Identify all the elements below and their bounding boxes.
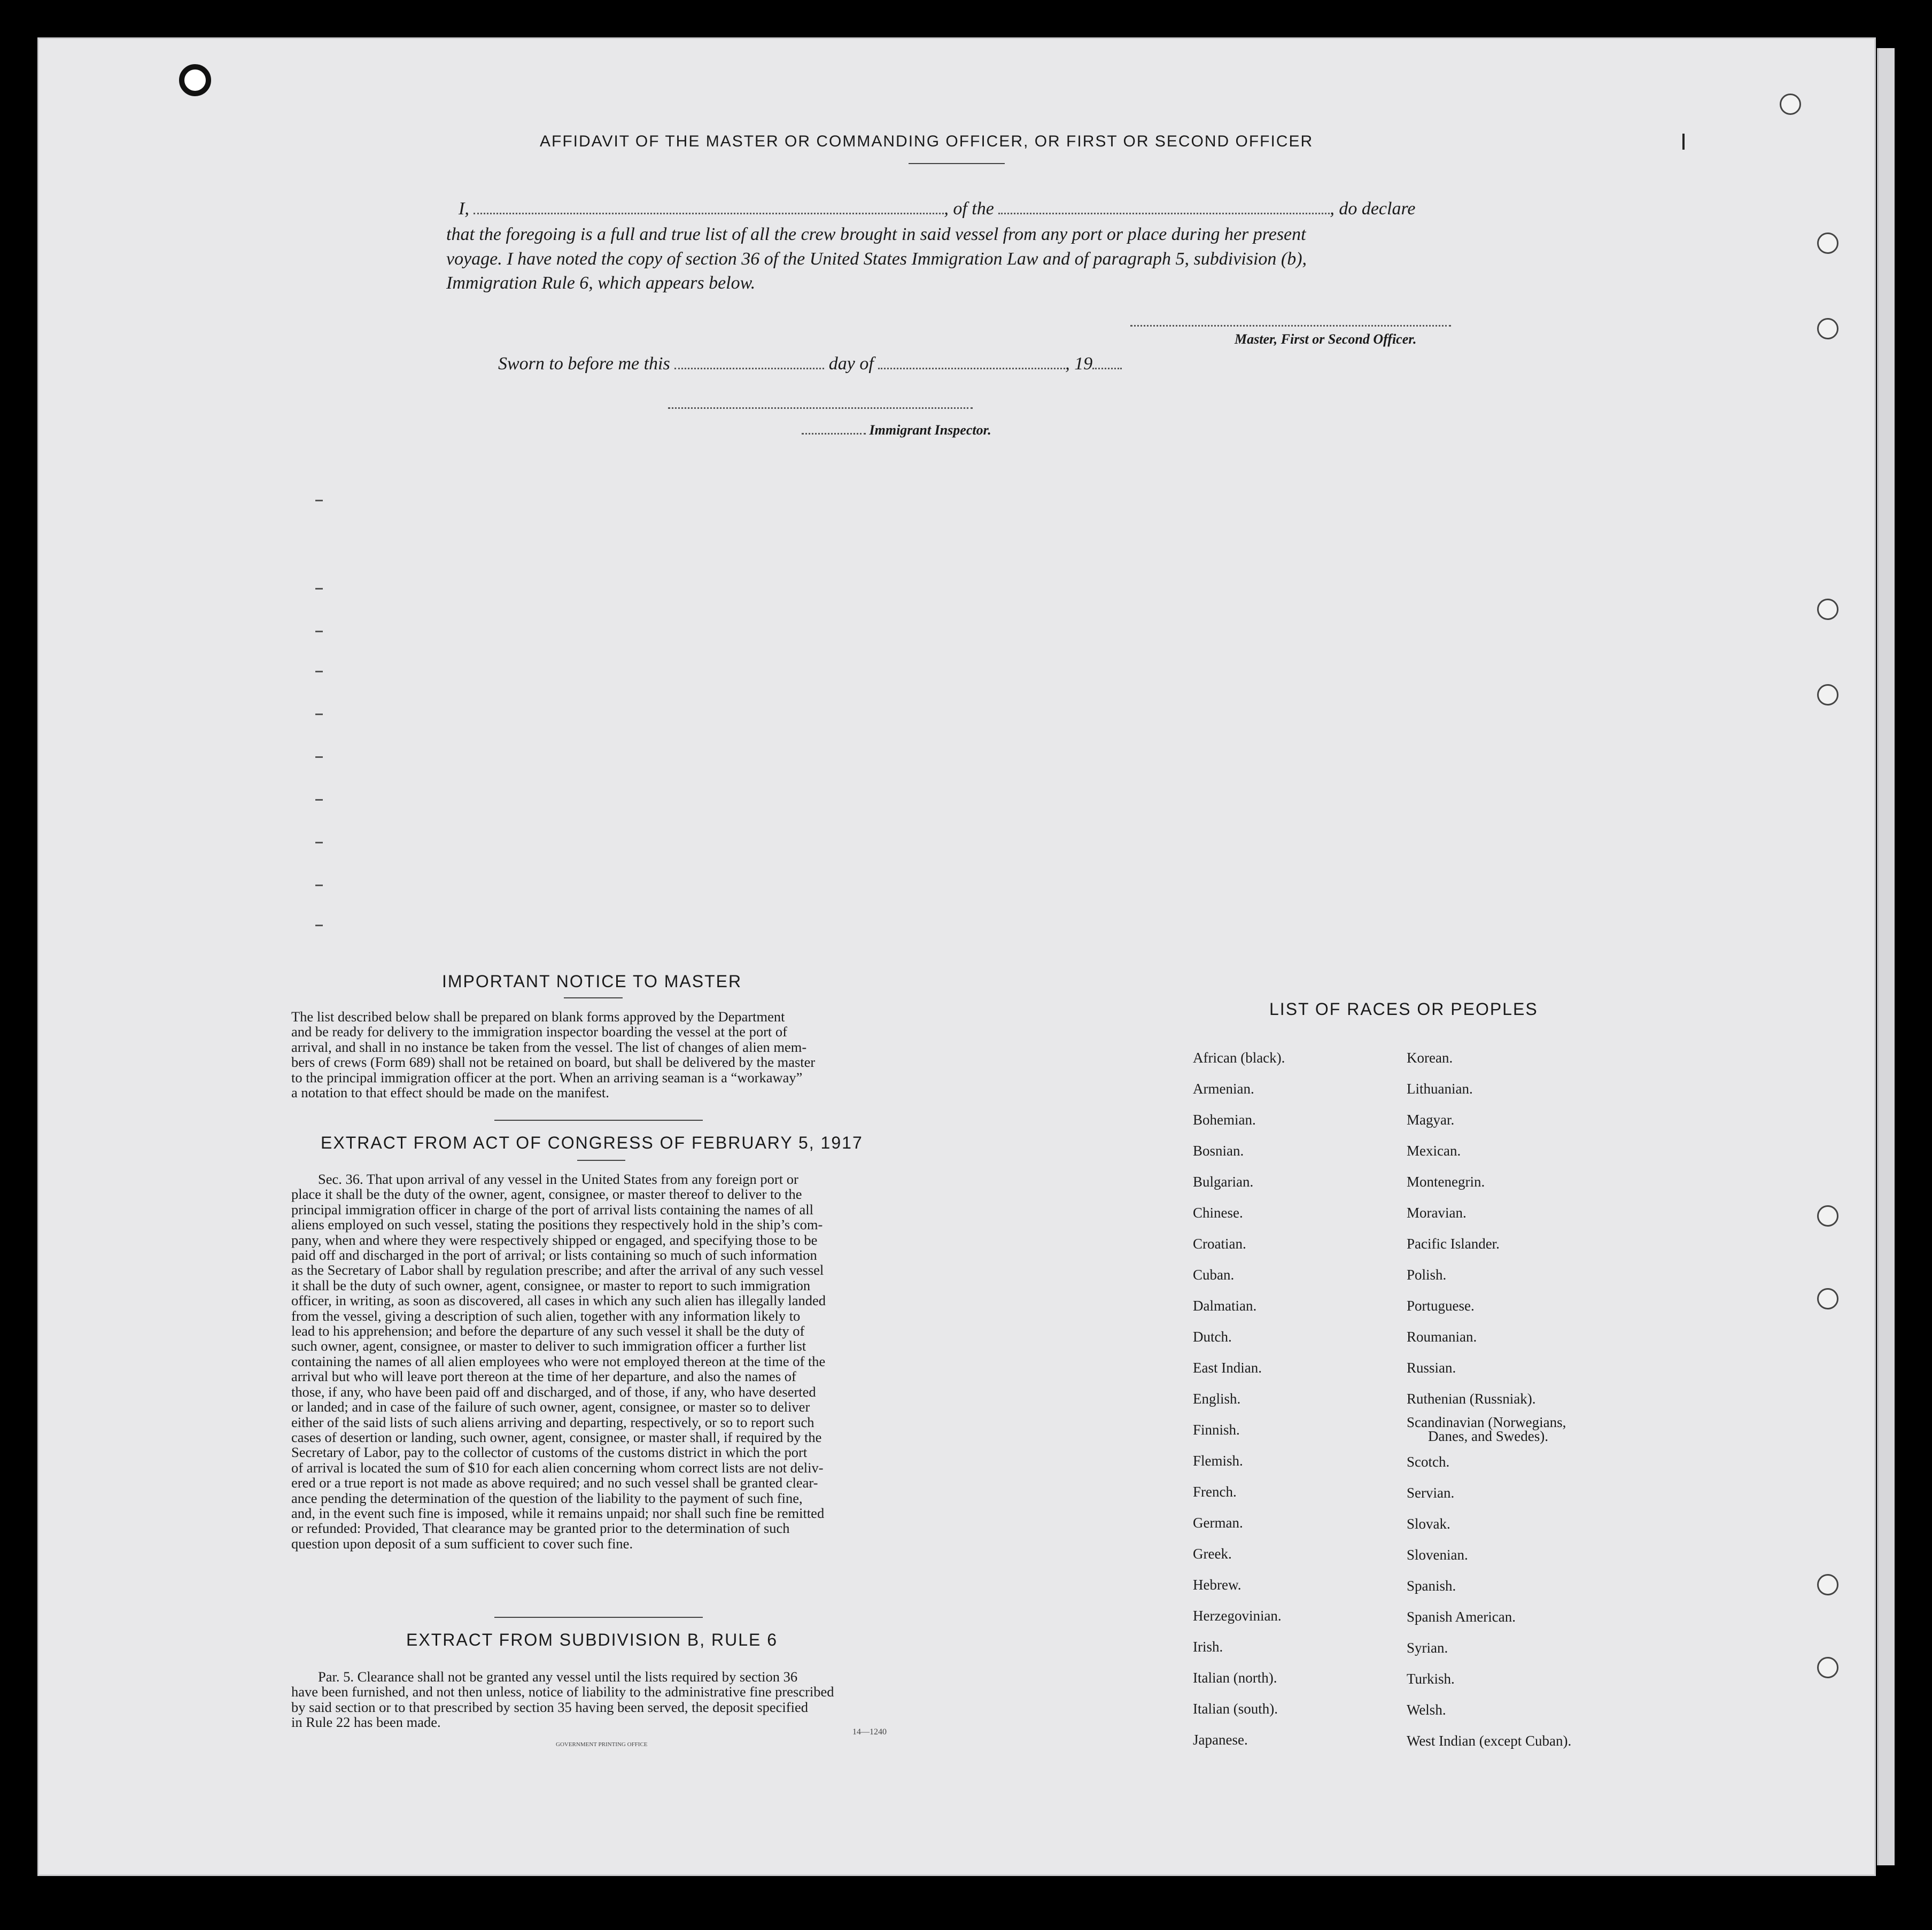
punch-hole-icon [1817,684,1838,706]
act-line: from the vessel, giving a description of such alien, together with any information likely to [291,1307,801,1324]
margin-tick [315,756,323,758]
race-item: Mexican. [1407,1143,1461,1159]
act-line: principal immigration officer in charge of the port of arrival lists containing the names of all [291,1201,814,1218]
day-of-label: day of [828,354,874,374]
rule6-title: EXTRACT FROM SUBDIVISION B, RULE 6 [406,1630,778,1649]
act-line: ance pending the determination of the question of the liability to the payment of such fine, [291,1490,803,1506]
punch-hole-icon [179,64,211,96]
act-line: either of the said lists of such aliens arriving and departing, respectively, or so to report such [291,1414,814,1430]
affidavit-line-4: Immigration Rule 6, which appears below. [446,273,756,293]
act-line: aliens employed on such vessel, stating the positions they respectively hold in the ship’s com- [291,1216,823,1233]
sworn-day-field[interactable] [674,357,824,369]
races-left-column [1193,1042,1285,1755]
notice-line: arrival, and shall in no instance be taken from the vessel. The list of changes of alien mem- [291,1038,807,1055]
title-underline [909,163,1005,164]
act-line: such owner, agent, consignee, or master to deliver to such immigration officer a further list [291,1338,806,1354]
inspector-line [802,422,991,438]
margin-tick [315,631,323,632]
punch-hole-icon [1817,1205,1838,1227]
year-label: , 19 [1065,354,1093,374]
act-line: arrival but who will leave port thereon at the time of her departure, and also the names of [291,1368,796,1385]
margin-tick [315,588,323,590]
vessel-name-field[interactable] [998,202,1330,214]
declarant-prefix: I, [459,199,469,219]
race-item: Magyar. [1407,1112,1455,1128]
act-line: or refunded: Provided, That clearance may be granted prior to the determination of such [291,1520,790,1537]
form-number: 14—1240 [852,1727,887,1737]
page-edge [1877,48,1895,1865]
affidavit-line-1 [459,199,1416,219]
inspector-signature-line[interactable] [668,407,973,409]
race-item: Bohemian. [1193,1112,1256,1128]
race-item: Finnish. [1193,1422,1240,1438]
race-item: Slovenian. [1407,1547,1468,1563]
inspector-label: Immigrant Inspector. [869,422,991,438]
sworn-month-field[interactable] [878,357,1065,369]
race-item: Scandinavian (Norwegians, [1407,1414,1566,1430]
rule6-line: by said section or to that prescribed by section 35 having been served, the deposit specified [291,1699,808,1715]
race-item: Irish. [1193,1639,1223,1655]
races-title: LIST OF RACES OR PEOPLES [1269,999,1538,1019]
act-line: or landed; and in case of the failure of such owner, agent, consignee, or master so to deliver [291,1399,810,1415]
act-line: pany, when and where they were respectively shipped or engaged, and specifying those to be [291,1231,818,1248]
affidavit-title: AFFIDAVIT OF THE MASTER OR COMMANDING OFFICER, OR FIRST OR SECOND OFFICER [540,133,1314,150]
margin-tick [315,925,323,926]
race-item: Russian. [1407,1360,1456,1376]
race-item: English. [1193,1391,1241,1407]
document-page [37,37,1876,1876]
race-item: Italian (south). [1193,1701,1278,1717]
notice-line: to the principal immigration officer at the port. When an arriving seaman is a “workaway” [291,1069,803,1086]
ink-mark [1682,134,1685,150]
race-item: Servian. [1407,1485,1455,1501]
rule6-text [291,1669,909,1730]
race-item: Italian (north). [1193,1670,1277,1686]
act-underline [577,1160,625,1161]
notice-line: and be ready for delivery to the immigration inspector boarding the vessel at the port of [291,1024,787,1040]
notice-underline [564,997,623,998]
sworn-line [498,354,1122,374]
race-item: Dutch. [1193,1329,1232,1345]
act-line: it shall be the duty of such owner, agent, consignee, or master to report to such immigration [291,1277,811,1293]
race-item: Chinese. [1193,1205,1243,1221]
rule6-line: have been furnished, and not then unless, notice of liability to the administrative fine prescribed [291,1684,834,1700]
act-line: as the Secretary of Labor shall by regulation prescribe; and after the arrival of any such vessel [291,1262,824,1278]
rule6-line: Par. 5. Clearance shall not be granted any vessel until the lists required by section 36 [318,1669,798,1685]
act-line: question upon deposit of a sum sufficient to cover such fine. [291,1535,633,1552]
sworn-year-field[interactable] [1092,357,1122,369]
punch-hole-icon [1817,318,1838,339]
affidavit-line-3: voyage. I have noted the copy of section 36 of the United States Immigration Law and of paragraph 5, subdivision (b), [446,249,1307,269]
section-divider [494,1120,703,1121]
punch-hole-icon [1817,1288,1838,1309]
race-item: Bulgarian. [1193,1174,1254,1190]
race-item: Dalmatian. [1193,1298,1257,1314]
punch-hole-icon [1817,599,1838,620]
declarant-name-field[interactable] [474,202,944,214]
act-line: lead to his apprehension; and before the departure of any such vessel it shall be the duty of [291,1323,805,1339]
margin-tick [315,799,323,801]
act-line: of arrival is located the sum of $10 for each alien concerning whom correct lists are not deliv- [291,1459,824,1476]
race-item: Spanish American. [1407,1609,1516,1625]
section-divider [494,1617,703,1618]
notice-line: The list described below shall be prepared on blank forms approved by the Department [291,1009,785,1025]
race-item: Greek. [1193,1546,1232,1562]
punch-hole-icon [1780,94,1801,115]
race-item: Spanish. [1407,1578,1456,1594]
race-item: Syrian. [1407,1640,1448,1656]
race-item: Turkish. [1407,1671,1455,1687]
notice-title: IMPORTANT NOTICE TO MASTER [442,972,742,991]
printer-imprint: GOVERNMENT PRINTING OFFICE [556,1741,648,1748]
rule6-line: in Rule 22 has been made. [291,1714,441,1731]
race-item: Slovak. [1407,1516,1450,1532]
signature-label: Master, First or Second Officer. [1235,331,1417,347]
race-item: Ruthenian (Russniak). [1407,1391,1536,1407]
race-item: Roumanian. [1407,1329,1477,1345]
notice-text [291,1009,909,1100]
act-line: containing the names of all alien employees who were not employed thereon at the time of the [291,1353,826,1369]
race-item-continuation: Danes, and Swedes). [1428,1428,1548,1444]
of-the-label: , of the [944,199,994,219]
act-line: place it shall be the duty of the owner, agent, consignee, or master thereof to deliver to the [291,1186,802,1203]
act-line: those, if any, who have been paid off and discharged, and of those, if any, who have deserted [291,1383,816,1400]
signature-line[interactable] [1130,325,1451,327]
race-item: French. [1193,1484,1237,1500]
margin-tick [315,714,323,715]
race-item: Flemish. [1193,1453,1243,1469]
sworn-label: Sworn to before me this [498,354,670,374]
race-item: East Indian. [1193,1360,1262,1376]
margin-tick [315,842,323,843]
do-declare-label: , do declare [1330,199,1416,219]
race-item: Cuban. [1193,1267,1235,1283]
margin-tick [315,885,323,886]
race-item: Armenian. [1193,1081,1254,1097]
race-item: Bosnian. [1193,1143,1244,1159]
race-item: German. [1193,1515,1243,1531]
races-right-column [1407,1042,1571,1756]
act-line: officer, in writing, as soon as discovered, all cases in which any such alien has illegally landed [291,1292,826,1309]
margin-tick [315,671,323,672]
race-item: Scotch. [1407,1454,1450,1470]
punch-hole-icon [1817,1657,1838,1678]
race-item: Moravian. [1407,1205,1467,1221]
race-item: Portuguese. [1407,1298,1475,1314]
race-item: Japanese. [1193,1732,1248,1748]
act-title: EXTRACT FROM ACT OF CONGRESS OF FEBRUARY 5, 1917 [321,1133,863,1152]
race-item: Montenegrin. [1407,1174,1485,1190]
act-line: and, in the event such fine is imposed, while it remains unpaid; nor shall such fine be remitted [291,1505,825,1521]
race-item: Hebrew. [1193,1577,1242,1593]
affidavit-line-2: that the foregoing is a full and true list of all the crew brought in said vessel from any port or place during her present [446,224,1306,244]
race-item: African (black). [1193,1050,1285,1066]
act-line: ered or a true report is not made as above required; and no such vessel shall be granted clear- [291,1475,818,1491]
act-line: paid off and discharged in the port of arrival; or lists containing so much of such information [291,1247,817,1264]
race-item: Korean. [1407,1050,1453,1066]
act-line: Sec. 36. That upon arrival of any vessel in the United States from any foreign port or [318,1171,798,1187]
race-item: Croatian. [1193,1236,1246,1252]
margin-tick [315,500,323,501]
race-item: Lithuanian. [1407,1081,1473,1097]
notice-line: a notation to that effect should be made on the manifest. [291,1084,609,1101]
race-item: Herzegovinian. [1193,1608,1282,1624]
notice-line: bers of crews (Form 689) shall not be retained on board, but shall be delivered by the master [291,1054,816,1071]
race-item: Pacific Islander. [1407,1236,1500,1252]
race-item: West Indian (except Cuban). [1407,1733,1572,1749]
race-item-scandinavian [1407,1414,1571,1446]
punch-hole-icon [1817,232,1838,254]
race-item: Polish. [1407,1267,1447,1283]
punch-hole-icon [1817,1574,1838,1595]
inspector-dots [802,425,866,435]
race-item: Welsh. [1407,1702,1446,1718]
act-text [291,1172,909,1551]
act-line: cases of desertion or landing, such owner, agent, consignee, or master shall, if required by the [291,1429,822,1445]
act-line: Secretary of Labor, pay to the collector of customs of the customs district in which the port [291,1444,808,1461]
